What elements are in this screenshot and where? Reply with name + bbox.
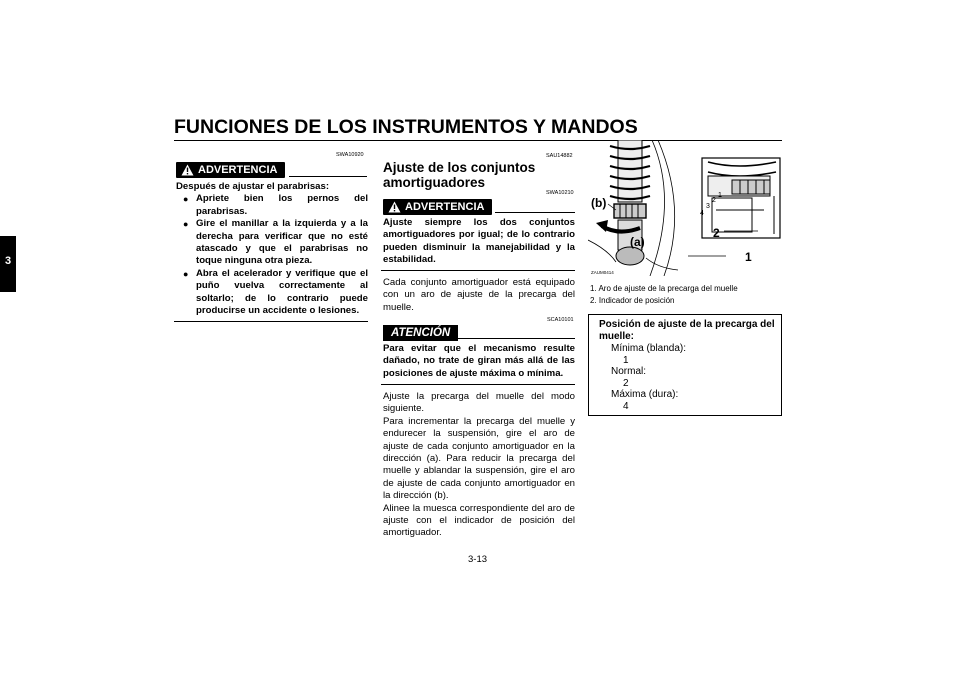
dial-4: 4 (700, 210, 704, 217)
warning-intro: Después de ajustar el parabrisas: (176, 181, 330, 192)
list-item: ● Apriete bien los pernos del parabrisas. (183, 193, 368, 217)
label-1: 1 (745, 250, 752, 264)
warning-text-2: Ajuste siempre los dos conjuntos amortiguadores por igual; de lo contrario pueden disminuir la manejabilidad y la estabilidad. (383, 217, 575, 266)
caution-text: Para evitar que el mecanismo resulte dañado, no trate de giran más allá de las posiciones de ajuste máxima o mínima. (383, 343, 575, 379)
body-paragraph-2: Ajuste la precarga del muelle del modo siguiente. Para incrementar la precarga del muelle y endurecer la suspensión, gire el aro de ajuste de cada conjunto amortiguador en la dirección (a). Para reducir la precarga del muelle y ablandar la suspensión, gire el aro de ajuste de cada conjunto amortiguador en la dirección (b). Alinee la muesca correspondiente del aro de ajuste con el indicador de posición del amortiguador. (383, 391, 575, 539)
label-b: (b) (591, 196, 607, 210)
setting-value: 2 (623, 377, 629, 389)
caution-badge (383, 323, 458, 341)
figure-captions: 1. Aro de ajuste de la precarga del muelle 2. Indicador de posición (590, 284, 738, 305)
caution-label: ATENCIÓN (383, 325, 458, 341)
warning-badge-2 (383, 197, 492, 215)
warning-end-rule-2 (381, 270, 575, 271)
shock-absorber-figure (588, 140, 782, 276)
page-title: FUNCIONES DE LOS INSTRUMENTOS Y MANDOS (174, 116, 638, 138)
setting-value: 1 (623, 354, 629, 366)
bullet-icon: ● (183, 268, 189, 279)
warning-code-2: SWA10210 (546, 190, 574, 196)
warning-icon (388, 201, 401, 213)
list-item: ● Abra el acelerador y verifique que el puño vuelva correctamente al soltarlo; de lo contrario puede producirse un accidente o lesiones. (183, 267, 368, 317)
warning-badge (176, 160, 285, 178)
settings-box (588, 314, 782, 416)
caution-rule (455, 338, 575, 339)
dial-2: 2 (712, 197, 716, 204)
dial-3: 3 (706, 203, 710, 210)
page-number: 3-13 (468, 554, 488, 565)
warning-label: ADVERTENCIA (405, 201, 485, 213)
chapter-number: 3 (4, 255, 12, 267)
warning-label: ADVERTENCIA (198, 164, 278, 176)
section-title: Ajuste de los conjuntos amortiguadores (383, 160, 536, 190)
body-paragraph-1: Cada conjunto amortiguador está equipado con un aro de ajuste de la precarga del muelle. (383, 277, 575, 313)
caution-end-rule (381, 384, 575, 385)
warning-rule (289, 176, 367, 177)
warning-end-rule (174, 321, 368, 322)
figure-code: ZAUM0414 (591, 270, 614, 275)
setting-label: Mínima (blanda): (611, 343, 687, 354)
setting-value: 4 (623, 400, 629, 412)
warning-icon (181, 164, 194, 176)
dial-1: 1 (718, 192, 722, 199)
caution-code: SCA10101 (547, 317, 574, 323)
bullet-icon: ● (183, 194, 189, 205)
list-item: ● Gire el manillar a la izquierda y a la derecha para verificar que no esté atascado y que el parabrisas no toque ninguna otra pieza. (183, 218, 368, 267)
setting-label: Máxima (dura): (611, 389, 679, 400)
warning-code: SWA10920 (336, 152, 364, 158)
setting-label: Normal: (611, 366, 647, 377)
section-code: SAU14882 (546, 153, 573, 159)
bullet-icon: ● (183, 219, 189, 230)
label-2: 2 (713, 226, 720, 240)
warning-body (176, 181, 368, 317)
label-a: (a) (630, 235, 645, 249)
settings-title: Posición de ajuste de la precarga del muelle: (599, 319, 775, 342)
warning-rule-2 (495, 212, 575, 213)
settings-list (611, 343, 686, 412)
